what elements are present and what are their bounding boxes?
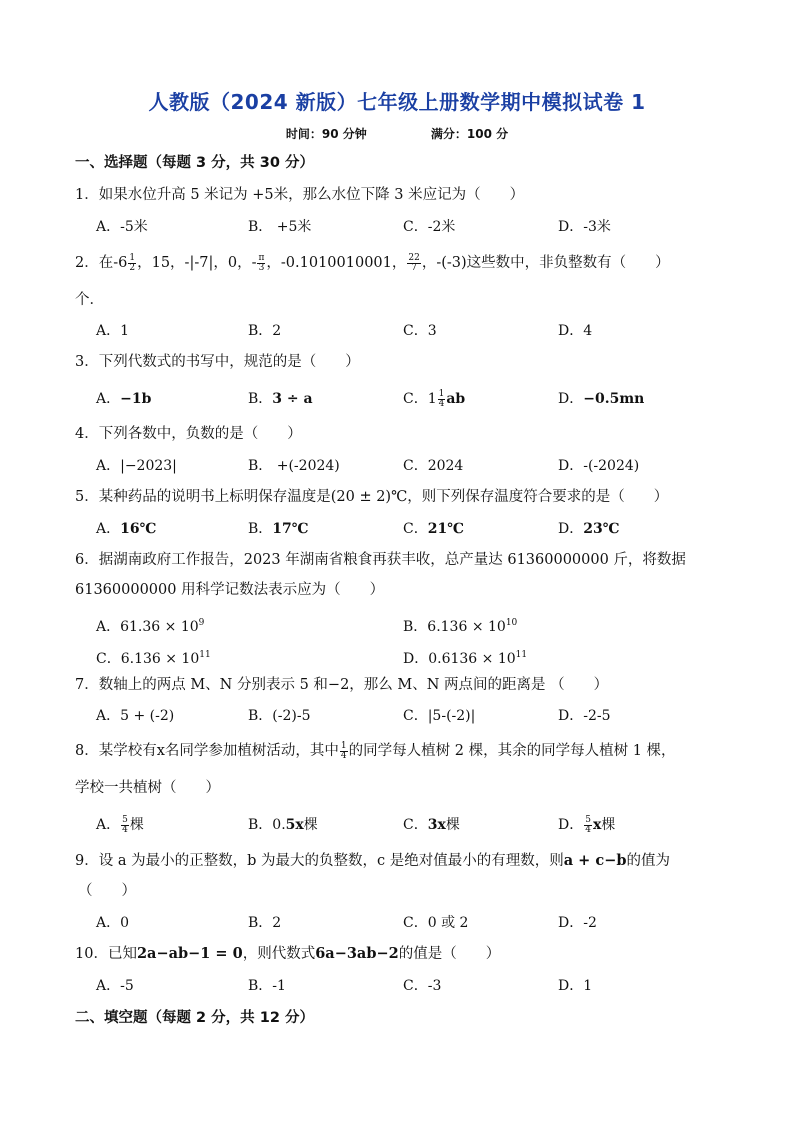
q8-option-d: D． $\frac{5}{4}$ x棵: [558, 814, 616, 835]
exam-meta: [0, 125, 794, 142]
page-title: 人教版（2024 新版）七年级上册数学期中模拟试卷 1: [148, 90, 646, 114]
question-9-stem: [75, 851, 670, 871]
question-6-stem: 6．据湖南政府工作报告，2023 年湖南省粮食再获丰收，总产量达 61360000000 斤，将数据: [75, 552, 686, 568]
q8-option-d-fraction: $\frac{5}{4}$: [585, 814, 591, 835]
q3-option-b: B．3 ÷ a: [248, 391, 313, 407]
q10-text-2: ，则代数式: [242, 946, 316, 962]
q8-fraction: $\frac{1}{4}$: [340, 740, 347, 761]
q2-option-d: D．4: [558, 323, 593, 339]
q10-option-c: C．-3: [403, 978, 442, 994]
q2-text-4: ，-(-3)这些数中，非负整数有（ ）: [421, 255, 670, 271]
q1-option-a: A．-5米: [96, 219, 148, 235]
q8-option-b: B．0.5x棵: [248, 817, 318, 833]
q3-option-d: D．−0.5mn: [558, 391, 645, 407]
question-5-stem: 5．某种药品的说明书上标明保存温度是(20 ± 2)℃，则下列保存温度符合要求的是（ ）: [75, 489, 669, 505]
q2-option-a: A．1: [96, 323, 130, 339]
q7-option-d: D．-2-5: [558, 708, 611, 724]
q4-option-d: D．-(-2024): [558, 458, 640, 474]
q2-text-3: ，-0.1010010001，: [266, 255, 407, 271]
exam-time: 时间：90 分钟: [285, 127, 367, 141]
q4-option-b: B． +(-2024): [248, 458, 340, 474]
question-7-stem: 7．数轴上的两点 M、N 分别表示 5 和−2，那么 M、N 两点间的距离是 （ ）: [75, 677, 609, 693]
q9-option-a: A．0: [96, 915, 130, 931]
q1-option-d: D．-3米: [558, 219, 611, 235]
q1-option-b: B． +5米: [248, 219, 312, 235]
question-2-stem: [75, 253, 670, 273]
q2-option-b: B．2: [248, 323, 282, 339]
q6-option-d: D．$0.6136 \times 10^{11}$: [403, 650, 528, 667]
q2-fraction-pi: $\frac{\pi}{3}$: [258, 252, 265, 273]
q7-option-c: C．|5-(-2)|: [403, 708, 476, 724]
q5-option-d: D．23℃: [558, 521, 620, 537]
q7-option-b: B．(-2)-5: [248, 708, 311, 724]
q9-text-1: 9．设 a 为最小的正整数，b 为最大的负整数，c 是绝对值最小的有理数，则: [75, 853, 564, 869]
q8-option-c: C．3x棵: [403, 817, 460, 833]
q2-text-2: ，15，-|-7|，0，-: [137, 255, 257, 271]
q5-option-a: A．16℃: [96, 521, 157, 537]
q5-option-c: C．21℃: [403, 521, 464, 537]
section-heading-choice: 一、选择题（每题 3 分，共 30 分）: [75, 155, 314, 171]
question-6-stem-line2: 61360000000 用科学记数法表示应为（ ）: [75, 582, 385, 598]
q6-option-c: C．$6.136 \times 10^{11}$: [96, 650, 211, 667]
q6-option-b: B．$6.136 \times 10^{10}$: [403, 618, 518, 635]
q10-option-d: D．1: [558, 978, 593, 994]
q8-option-a-fraction: $\frac{5}{4}$: [122, 814, 128, 835]
q9-option-d: D．-2: [558, 915, 597, 931]
q2-fraction-3: $\frac{22}{7}$: [408, 252, 420, 273]
q10-option-a: A．-5: [96, 978, 134, 994]
q1-option-c: C．-2米: [403, 219, 456, 235]
q9-option-c: C．0 或 2: [403, 915, 469, 931]
q9-text-2: 的值为: [626, 853, 670, 869]
q4-option-a: A．|−2023|: [96, 458, 177, 474]
q6-option-a: A．$61.36 \times 10^9$: [96, 618, 205, 635]
q2-text-1: 2．在-6: [75, 255, 128, 271]
question-10-stem: [75, 944, 500, 964]
q8-text-1: 8．某学校有x名同学参加植树活动，其中: [75, 743, 339, 759]
q3-option-a: A．−1b: [96, 391, 152, 407]
question-1-stem: 1．如果水位升高 5 米记为 +5米，那么水位下降 3 米应记为（ ）: [75, 187, 525, 203]
q7-option-a: A．5 + (-2): [96, 708, 175, 724]
q2-fraction-1: $\frac{1}{2}$: [129, 252, 136, 273]
q8-text-2: 的同学每人植树 2 棵，其余的同学每人植树 1 棵，: [348, 743, 676, 759]
q2-option-c: C．3: [403, 323, 437, 339]
question-3-stem: 3．下列代数式的书写中，规范的是（ ）: [75, 354, 360, 370]
q3-option-c: C．1 $\frac{1}{4}$ ab: [403, 388, 466, 409]
q10-text-1: 10．已知: [75, 946, 137, 962]
question-4-stem: 4．下列各数中，负数的是（ ）: [75, 426, 302, 442]
question-8-stem-line2: 学校一共植树（ ）: [75, 780, 220, 796]
section-heading-fill-blank: 二、填空题（每题 2 分，共 12 分）: [75, 1010, 314, 1026]
q3-fraction: $\frac{1}{4}$: [438, 388, 445, 409]
q10-text-3: 的值是（ ）: [398, 946, 501, 962]
q5-option-b: B．17℃: [248, 521, 309, 537]
question-2-stem-line2: 个．: [75, 292, 104, 308]
q10-expression-1: 2a−ab−1 = 0: [136, 945, 243, 962]
question-9-stem-line2: （ ）: [78, 883, 136, 899]
q9-option-b: B．2: [248, 915, 282, 931]
q4-option-c: C．2024: [403, 458, 464, 474]
q10-option-b: B．-1: [248, 978, 286, 994]
question-8-stem: [75, 741, 676, 761]
q9-expression: a + c−b: [563, 852, 627, 869]
q8-option-a: A． $\frac{5}{4}$ 棵: [96, 814, 144, 835]
exam-score: 满分：100 分: [430, 127, 509, 141]
q10-expression-2: 6a−3ab−2: [315, 945, 399, 962]
